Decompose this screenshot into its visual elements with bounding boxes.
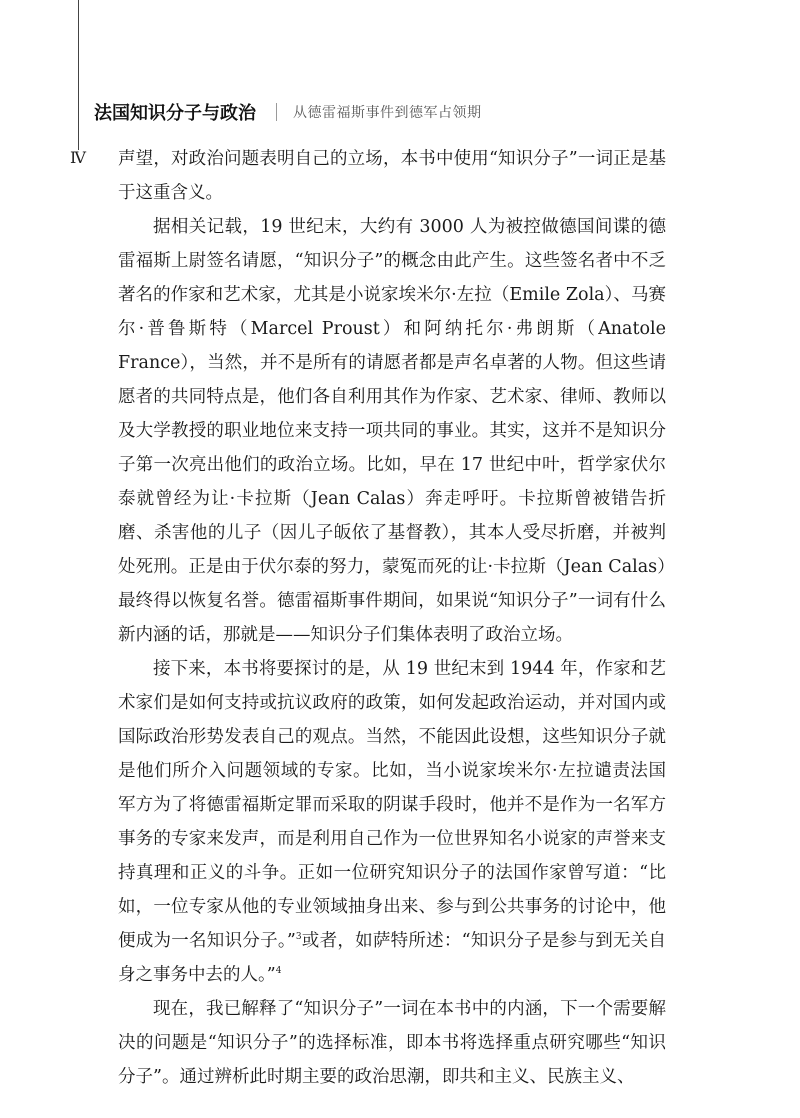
paragraph: 据相关记载，19 世纪末，大约有 3000 人为被控做德国间谍的德雷福斯上尉签名请愿，“知识分子”的概念由此产生。这些签名者中不乏著名的作家和艺术家，尤其是小说家埃米尔·左拉（Emile Zola）、马赛尔·普鲁斯特（Marcel Proust）和阿纳托尔·弗朗斯（Anatole France），当然，并不是所有的请愿者都是声名卓著的人物。但这些请愿者的共同特点是，他们各自利用其作为作家、艺术家、律师、教师以及大学教授的职业地位来支持一项共同的事业。其实，这并不是知识分子第一次亮出他们的政治立场。比如，早在 17 世纪中叶，哲学家伏尔泰就曾经为让·卡拉斯（Jean Calas）奔走呼吁。卡拉斯曾被错告折磨、杀害他的儿子（因儿子皈依了基督教），其本人受尽折磨，并被判处死刑。正是由于伏尔泰的努力，蒙冤而死的让·卡拉斯（Jean Calas）最终得以恢复名誉。德雷福斯事件期间，如果说“知识分子”一词有什么新内涵的话，那就是——知识分子们集体表明了政治立场。 [118,217,666,645]
page-number: Ⅳ [70,148,86,167]
paragraph-text: 或者，如萨特所述：“知识分子是参与到无关自身之事务中去的人。” [118,931,666,985]
margin-rule [78,0,79,150]
running-header [94,100,482,124]
book-title: 法国知识分子与政治 [94,103,256,124]
paragraph: 现在，我已解释了“知识分子”一词在本书中的内涵，下一个需要解决的问题是“知识分子”的选择标准，即本书将选择重点研究哪些“知识分子”。通过辨析此时期主要的政治思潮，即共和主义、民族主义、 [118,999,666,1087]
book-subtitle: 从德雷福斯事件到德军占领期 [293,105,482,121]
footnote-ref[interactable]: 4 [275,966,282,977]
paragraph-with-notes [118,652,666,992]
paragraph-continued: 声望，对政治问题表明自己的立场，本书中使用“知识分子”一词正是基于这重含义。 [118,149,666,203]
body-text [118,142,666,1094]
footnote-ref[interactable]: 3 [295,932,302,943]
header-divider [276,103,277,121]
paragraph-text: 接下来，本书将要探讨的是，从 19 世纪末到 1944 年，作家和艺术家们是如何支持或抗议政府的政策，如何发起政治运动，并对国内或国际政治形势发表自己的观点。当然，不能因此设想，这些知识分子就是他们所介入问题领域的专家。比如，当小说家埃米尔·左拉谴责法国军方为了将德雷福斯定罪而采取的阴谋手段时，他并不是作为一名军方事务的专家来发声，而是利用自己作为一位世界知名小说家的声誉来支持真理和正义的斗争。正如一位研究知识分子的法国作家曾写道：“比如，一位专家从他的专业领域抽身出来、参与到公共事务的讨论中，他便成为一名知识分子。” [118,659,666,951]
